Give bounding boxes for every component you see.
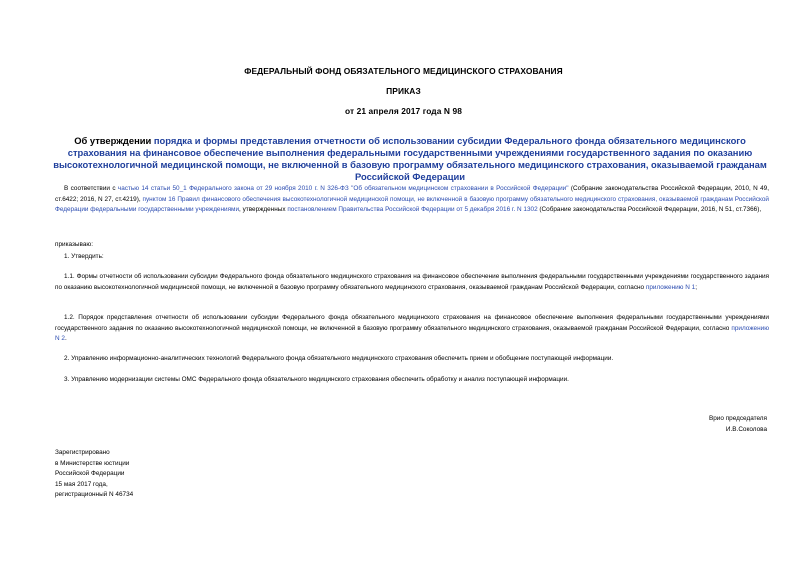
signature-block [567, 414, 767, 435]
intro-text-4: (Собрание законодательства Российской Федерации, 2016, N 51, ст.7366), [537, 206, 762, 214]
signer-position: Врио председателя [708, 415, 767, 422]
signer-name: И.В.Соколова [725, 425, 767, 433]
document-date-number: от 21 апреля 2017 года N 98 [344, 106, 463, 116]
registration-line-5: регистрационный N 46734 [55, 491, 134, 499]
intro-text-2: (Собрание законодательства Российской Федерации, 2010, N 49, ст.6422; 2016, N 27, ст.4219), [55, 185, 770, 203]
item-2: 2. Управлению информационно-аналитических технологий Федерального фонда обязательного медицинского страхования обеспечить прием и обобщение поступающей информации. [64, 355, 614, 362]
title-link[interactable]: порядка и формы представления отчетности об использовании субсидии Федерального фонда обязательного медицинского страхования на финансовое обеспечение выполнения федеральными государственными учреждениями государственного задания по оказанию высокотехнологичной медицинской помощи, не включенной в базовую программу обязательного медицинского страхования, оказываемой гражданам Российской Федерации [53, 135, 767, 182]
registration-line-2: в Министерстве юстиции [55, 459, 130, 467]
item-1: 1. Утвердить: [64, 253, 104, 260]
item-1-2 [55, 313, 769, 345]
item-3: 3. Управлению модернизации системы ОМС Федерального фонда обязательного медицинского страхования обеспечить обработку и анализ поступающей информации. [64, 376, 569, 383]
registration-line-1: Зарегистрировано [55, 449, 110, 456]
item-1-1 [55, 272, 769, 293]
item-1-2-text: 1.2. Порядок представления отчетности об использовании субсидии Федерального фонда обязательного медицинского страхования на финансовое обеспечение выполнения федеральными государственными учреждениями государственного задания по оказанию высокотехнологичной медицинской помощи, не включенной в базовую программу обязательного медицинского страхования, оказываемой гражданам Российской Федерации, согласно [55, 314, 769, 332]
organization-heading: ФЕДЕРАЛЬНЫЙ ФОНД ОБЯЗАТЕЛЬНОГО МЕДИЦИНСКОГО СТРАХОВАНИЯ [244, 66, 563, 76]
document-title [50, 135, 770, 183]
registration-block [55, 448, 255, 501]
link-appendix-2[interactable]: приложению N 2 [55, 324, 769, 343]
link-federal-law[interactable]: частью 14 статьи 50_1 Федерального закона от 29 ноября 2010 г. N 326-ФЗ "Об обязательном медицинском страховании в Российской Федерации" [117, 185, 569, 192]
title-prefix: Об утверждении [74, 135, 154, 146]
intro-text-1: В соответствии с [64, 185, 118, 192]
registration-line-3: Российской Федерации [55, 470, 125, 478]
registration-line-4: 15 мая 2017 года, [55, 480, 108, 488]
intro-paragraph [55, 184, 769, 216]
link-government-decree[interactable]: постановлением Правительства Российской Федерации от 5 декабря 2016 г. N 1302 [287, 206, 538, 214]
link-rules-point-16[interactable]: пунктом 16 Правил финансового обеспечения высокотехнологичной медицинской помощи, не включенной в базовую программу обязательного медицинского страхования, оказываемой гражданам Российской Федерации федеральными государственными учреждениями [55, 195, 770, 214]
item-1-1-text: 1.1. Формы отчетности об использовании субсидии Федерального фонда обязательного медицинского страхования на финансовое обеспечение выполнения федеральными государственными учреждениями государственного задания по оказанию высокотехнологичной медицинской помощи, не включенной в базовую программу обязательного медицинского страхования, оказываемой гражданам Российской Федерации, согласно [55, 273, 769, 291]
intro-text-3: , утвержденных [239, 206, 288, 214]
document-type-heading: ПРИКАЗ [386, 86, 421, 96]
item-1-1-end: ; [695, 283, 697, 291]
link-appendix-1[interactable]: приложению N 1 [645, 283, 696, 291]
item-1-2-end: . [64, 335, 67, 343]
order-word: приказываю: [55, 241, 93, 248]
